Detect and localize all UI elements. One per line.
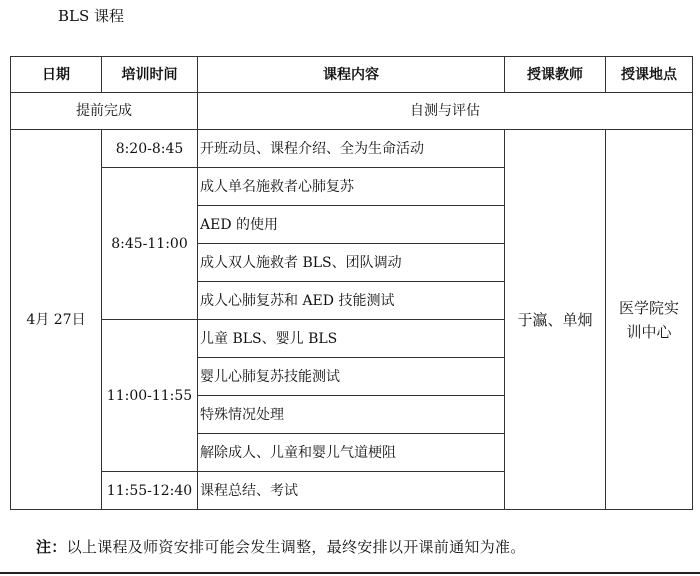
pre-row (11, 93, 693, 130)
course-item: 成人双人施救者 BLS、团队调动 (198, 244, 505, 282)
time-slot-2: 8:45-11:00 (102, 168, 198, 320)
pre-label: 提前完成 (11, 93, 198, 130)
date-cell: 4月 27日 (11, 130, 102, 510)
table-row (11, 130, 693, 168)
footnote-label: 注： (36, 538, 67, 556)
course-item: 成人单名施救者心肺复苏 (198, 168, 505, 206)
course-item: 特殊情况处理 (198, 396, 505, 434)
header-content: 课程内容 (198, 57, 505, 93)
footnote-text: 以上课程及师资安排可能会发生调整，最终安排以开课前通知为准。 (66, 538, 526, 556)
course-item: 成人心肺复苏和 AED 技能测试 (198, 282, 505, 320)
header-time: 培训时间 (102, 57, 198, 93)
course-item: 课程总结、考试 (198, 472, 505, 510)
footnote (36, 536, 526, 558)
pre-content: 自测与评估 (198, 93, 693, 130)
time-slot-1: 8:20-8:45 (102, 130, 198, 168)
page-title: BLS 课程 (58, 7, 125, 25)
place-text: 医学院实训中心 (618, 298, 679, 341)
course-item: 开班动员、课程介绍、全为生命活动 (198, 130, 505, 168)
teacher-cell: 于瀛、单炯 (505, 130, 606, 510)
time-slot-3: 11:00-11:55 (102, 320, 198, 472)
course-item: 解除成人、儿童和婴儿气道梗阻 (198, 434, 505, 472)
bottom-divider (0, 572, 700, 574)
header-date: 日期 (11, 57, 102, 93)
schedule-table (10, 56, 693, 510)
course-item: AED 的使用 (198, 206, 505, 244)
header-place: 授课地点 (606, 57, 693, 93)
time-slot-4: 11:55-12:40 (102, 472, 198, 510)
header-row (11, 57, 693, 93)
course-item: 婴儿心肺复苏技能测试 (198, 358, 505, 396)
place-cell (606, 130, 693, 510)
header-teacher: 授课教师 (505, 57, 606, 93)
course-item: 儿童 BLS、婴儿 BLS (198, 320, 505, 358)
